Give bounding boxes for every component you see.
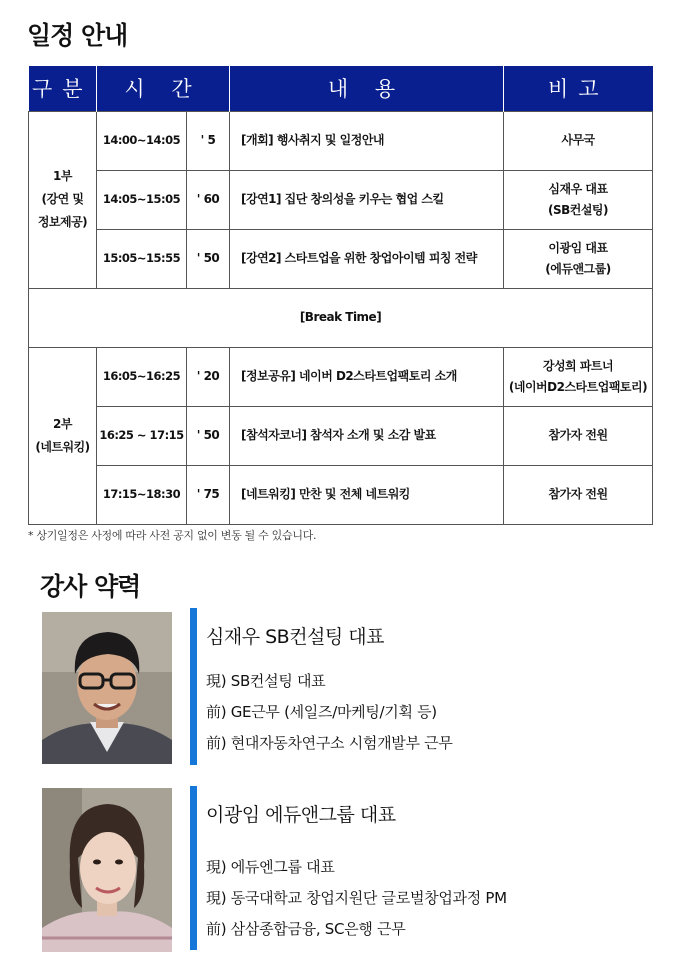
header-category: 구분 [29,66,97,111]
time-cell: 16:05~16:25 [97,347,187,406]
note-cell [504,170,653,229]
note-line: 참가자 전원 [548,428,608,442]
bio-line: 前) 현대자동차연구소 시험개발부 근무 [206,734,453,752]
break-row [29,288,653,347]
time-cell: 14:00~14:05 [97,111,187,170]
bio-line: 前) GE근무 (세일즈/마케팅/기획 등) [206,703,437,721]
note-line: 사무국 [561,133,595,147]
speakers-title: 강사 약력 [40,572,141,601]
bio-line: 現) SB컨설팅 대표 [206,672,326,690]
note-line: 강성희 파트너 [542,358,614,373]
note-line: (네이버D2스타트업팩토리) [508,379,648,394]
note-cell [504,111,653,170]
speaker-name: 심재우 SB컨설팅 대표 [206,626,385,648]
duration-cell: ' 75 [187,465,230,524]
note-line: (SB컨설팅) [547,202,609,217]
schedule-table [28,66,653,525]
header-content: 내 용 [230,66,504,111]
note-cell [504,406,653,465]
schedule-footnote: * 상기일정은 사정에 따라 사전 공지 없이 변동 될 수 있습니다. [28,529,317,542]
speaker-portrait-icon [42,788,172,952]
part-label: (네트워킹) [35,439,90,454]
part-label: (강연 및 [41,192,84,207]
duration-cell: ' 50 [187,406,230,465]
time-cell: 14:05~15:05 [97,170,187,229]
accent-bar [190,608,197,765]
note-line: 이광임 대표 [548,240,608,255]
table-row [29,406,653,465]
note-line: 심재우 대표 [548,181,608,196]
part-label: 정보제공) [37,214,88,229]
table-row [29,465,653,524]
part-label: 1부 [53,169,72,184]
content-cell: [개회] 행사취지 및 일정안내 [230,111,504,170]
bio-line: 現) 동국대학교 창업지원단 글로벌창업과정 PM [206,889,507,907]
speaker-bio [206,852,507,945]
content-cell: [강연1] 집단 창의성을 키우는 협업 스킬 [230,170,504,229]
time-cell: 17:15~18:30 [97,465,187,524]
duration-cell: ' 60 [187,170,230,229]
schedule-header-row [29,66,653,111]
bio-line: 前) 삼삼종합금융, SC은행 근무 [206,920,406,938]
content-cell: [정보공유] 네이버 D2스타트업팩토리 소개 [230,347,504,406]
part1-cell [29,111,97,288]
table-row [29,170,653,229]
part-label: 2부 [53,416,72,431]
header-time: 시 간 [97,66,230,111]
note-line: (에듀앤그룹) [545,261,611,276]
table-row [29,347,653,406]
time-cell: 15:05~15:55 [97,229,187,288]
time-cell: 16:25 ~ 17:15 [97,406,187,465]
header-note: 비고 [504,66,653,111]
schedule-title: 일정 안내 [27,21,128,50]
accent-bar [190,786,197,950]
note-cell [504,229,653,288]
content-cell: [강연2] 스타트업을 위한 창업아이템 피칭 전략 [230,229,504,288]
duration-cell: ' 50 [187,229,230,288]
speaker-bio [206,666,453,759]
content-cell: [참석자코너] 참석자 소개 및 소감 발표 [230,406,504,465]
note-cell [504,465,653,524]
duration-cell: ' 5 [187,111,230,170]
note-cell [504,347,653,406]
speaker-portrait-icon [42,612,172,764]
bio-line: 現) 에듀엔그룹 대표 [206,858,335,876]
break-cell: [Break Time] [29,288,653,347]
table-row [29,229,653,288]
speaker-photo [42,612,172,764]
content-cell: [네트워킹] 만찬 및 전체 네트워킹 [230,465,504,524]
duration-cell: ' 20 [187,347,230,406]
speaker-name: 이광임 에듀앤그룹 대표 [206,804,396,826]
speaker-photo [42,788,172,952]
table-row [29,111,653,170]
note-line: 참가자 전원 [548,487,608,501]
part2-cell [29,347,97,524]
